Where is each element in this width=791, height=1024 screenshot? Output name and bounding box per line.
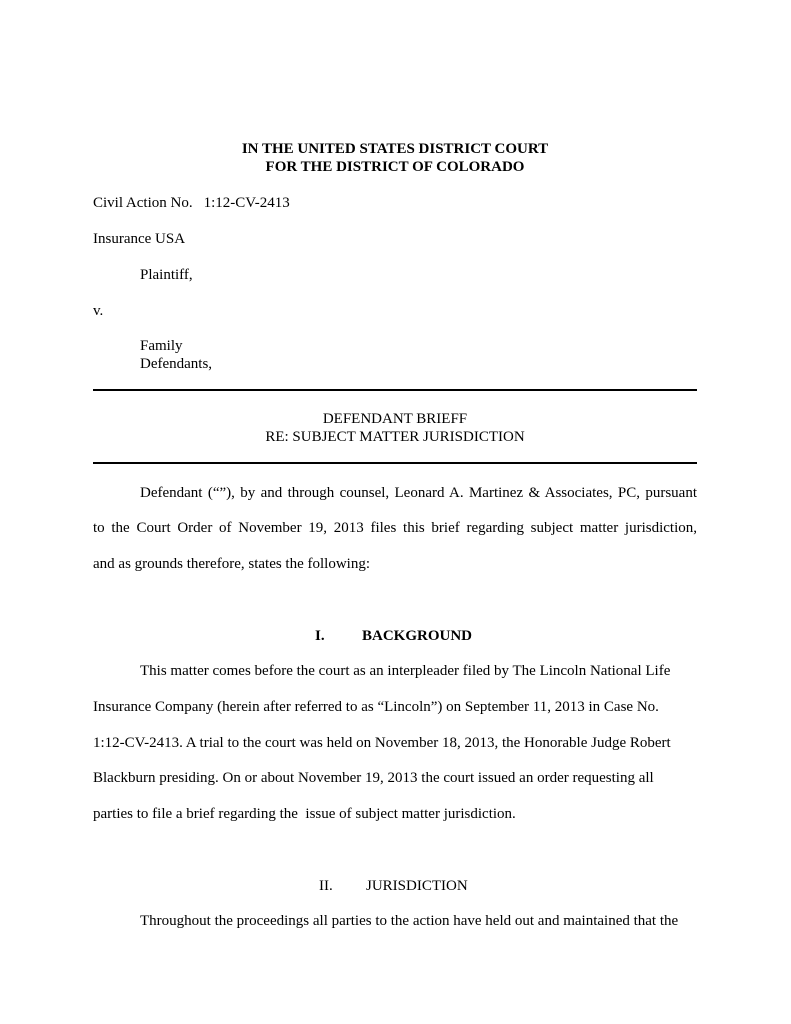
- intro-line-2: to the Court Order of November 19, 2013 files this brief regarding subject matter jurisdiction,: [93, 520, 697, 536]
- document-title-line2: RE: SUBJECT MATTER JURISDICTION: [265, 429, 525, 445]
- section-1-line-5: parties to file a brief regarding the issue of subject matter jurisdiction.: [93, 806, 516, 822]
- caption-rule-bottom: [93, 462, 697, 464]
- section-1-numeral: I.: [315, 628, 325, 644]
- civil-action-line: [93, 194, 290, 212]
- section-2-line-1: Throughout the proceedings all parties to the action have held out and maintained that the: [140, 913, 679, 929]
- plaintiff-name: Insurance USA: [93, 231, 186, 247]
- court-name-line1: IN THE UNITED STATES DISTRICT COURT: [241, 141, 549, 157]
- caption-rule-top: [93, 389, 697, 391]
- defendant-name: Family: [140, 338, 183, 354]
- court-name-line2: FOR THE DISTRICT OF COLORADO: [265, 159, 525, 175]
- document-title-line1: DEFENDANT BRIEFF: [322, 411, 468, 427]
- versus: v.: [93, 303, 104, 319]
- defendant-role: Defendants,: [140, 356, 213, 372]
- section-1-line-1: This matter comes before the court as an interpleader filed by The Lincoln National Life: [140, 663, 671, 679]
- plaintiff-role: Plaintiff,: [140, 267, 193, 283]
- section-2-heading: JURISDICTION: [366, 878, 468, 894]
- section-2-numeral: II.: [319, 878, 333, 894]
- civil-action-label: Civil Action No.: [93, 195, 193, 211]
- section-1-line-3: 1:12-CV-2413. A trial to the court was held on November 18, 2013, the Honorable Judge Robert: [93, 735, 671, 751]
- intro-line-1: Defendant (“”), by and through counsel, Leonard A. Martinez & Associates, PC, pursuant: [140, 485, 697, 501]
- section-1-line-4: Blackburn presiding. On or about November 19, 2013 the court issued an order requesting all: [93, 770, 654, 786]
- intro-line-3: and as grounds therefore, states the following:: [93, 556, 371, 572]
- civil-action-number: 1:12-CV-2413: [203, 195, 290, 211]
- section-1-heading: BACKGROUND: [362, 628, 473, 644]
- section-1-line-2: Insurance Company (herein after referred to as “Lincoln”) on September 11, 2013 in Case No.: [93, 699, 659, 715]
